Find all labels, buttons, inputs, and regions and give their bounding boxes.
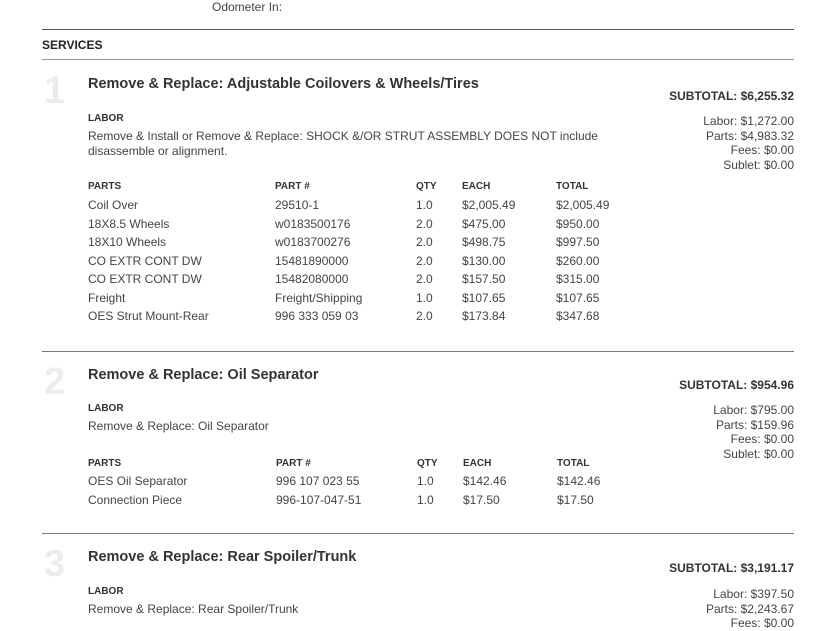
table-row <box>0 493 840 511</box>
part-number: Freight/Shipping <box>275 290 363 305</box>
part-total: $17.50 <box>557 492 594 507</box>
part-each: $475.00 <box>462 216 506 231</box>
part-total: $347.68 <box>556 309 600 323</box>
part-name: OES Strut Mount-Rear <box>88 309 209 323</box>
part-total: $997.50 <box>556 235 600 249</box>
part-name: 18X10 Wheels <box>88 235 167 249</box>
part-number: 996 107 023 55 <box>276 474 360 488</box>
part-each: $498.75 <box>462 235 506 249</box>
table-row <box>0 198 840 216</box>
cost-breakdown <box>706 587 794 631</box>
labor-cost: Labor: $1,272.00 <box>703 114 794 128</box>
part-total: $950.00 <box>556 216 600 231</box>
part-name: 18X8.5 Wheels <box>88 216 170 231</box>
fees-cost: Fees: $0.00 <box>730 432 794 446</box>
parts-col-header: PARTS <box>88 458 122 469</box>
part-name: Connection Piece <box>88 492 183 507</box>
part-number: w0183700276 <box>275 235 351 249</box>
labor-heading: LABOR <box>88 403 124 414</box>
part-number: 996-107-047-51 <box>276 492 362 507</box>
service-subtotal: SUBTOTAL: $954.96 <box>679 378 794 392</box>
sublet-cost: Sublet: $0.00 <box>723 446 794 461</box>
part-total: $2,005.49 <box>556 198 610 212</box>
labor-description: Remove & Install or Remove & Replace: SHOCK &/OR STRUT ASSEMBLY DOES NOT include disassemble or alignment. <box>88 129 598 158</box>
cost-breakdown <box>703 114 794 172</box>
qty-col-header: QTY <box>416 181 437 192</box>
part-qty: 2.0 <box>416 272 433 286</box>
each-col-header: EACH <box>463 458 492 469</box>
part-qty: 2.0 <box>416 235 433 249</box>
total-col-header: TOTAL <box>556 181 589 192</box>
part-name: Coil Over <box>88 198 139 212</box>
part-number: w0183500176 <box>275 216 351 231</box>
part-qty: 2.0 <box>416 253 433 268</box>
sublet-cost: Sublet: $0.00 <box>723 157 794 172</box>
services-divider <box>42 59 794 60</box>
fees-cost: Fees: $0.00 <box>730 143 794 157</box>
service-divider <box>42 351 794 352</box>
service-number: 2 <box>44 361 66 403</box>
service-divider <box>42 533 794 534</box>
service-subtotal: SUBTOTAL: $6,255.32 <box>669 89 794 103</box>
table-row <box>0 272 840 290</box>
labor-heading: LABOR <box>88 113 124 124</box>
part-qty: 1.0 <box>417 474 434 488</box>
labor-cost: Labor: $795.00 <box>713 403 794 417</box>
part-qty: 1.0 <box>416 290 433 305</box>
labor-cost: Labor: $397.50 <box>713 587 794 601</box>
fees-cost: Fees: $0.00 <box>730 616 794 630</box>
qty-col-header: QTY <box>417 458 438 469</box>
service-title: Remove & Replace: Adjustable Coilovers & Wheels/Tires <box>88 76 479 92</box>
part-qty: 2.0 <box>416 309 433 323</box>
part-total: $107.65 <box>556 290 600 305</box>
part-number: 996 333 059 03 <box>275 309 359 323</box>
parts-cost: Parts: $4,983.32 <box>705 128 794 143</box>
part-each: $17.50 <box>463 492 500 507</box>
part-each: $2,005.49 <box>462 198 516 212</box>
part-each: $157.50 <box>462 272 506 286</box>
part-name: Freight <box>88 290 126 305</box>
table-row <box>0 235 840 253</box>
table-row <box>0 291 840 309</box>
part-total: $260.00 <box>556 253 600 268</box>
services-heading: SERVICES <box>42 38 103 52</box>
parts-col-header: PARTS <box>88 181 122 192</box>
part-each: $130.00 <box>462 253 506 268</box>
part-name: OES Oil Separator <box>88 474 188 488</box>
cost-breakdown <box>713 403 794 461</box>
part-qty: 2.0 <box>416 216 433 231</box>
service-title: Remove & Replace: Oil Separator <box>88 367 319 383</box>
service-number: 1 <box>44 70 66 112</box>
part-number: 29510-1 <box>275 198 320 212</box>
part-number: 15482080000 <box>275 272 349 286</box>
part-number: 15481890000 <box>275 253 349 268</box>
labor-description: Remove & Replace: Rear Spoiler/Trunk <box>88 602 299 616</box>
odometer-label: Odometer In: <box>212 0 283 14</box>
table-row <box>0 254 840 272</box>
part-total: $315.00 <box>556 272 600 286</box>
part-each: $107.65 <box>462 290 506 305</box>
part-qty: 1.0 <box>417 492 434 507</box>
top-divider <box>42 29 794 30</box>
service-title: Remove & Replace: Rear Spoiler/Trunk <box>88 549 357 565</box>
service-number: 3 <box>44 543 66 585</box>
partnum-col-header: PART # <box>276 458 311 469</box>
part-name: CO EXTR CONT DW <box>88 272 202 286</box>
each-col-header: EACH <box>462 181 491 192</box>
total-col-header: TOTAL <box>557 458 590 469</box>
part-each: $173.84 <box>462 309 506 323</box>
parts-cost: Parts: $159.96 <box>715 417 794 432</box>
labor-description: Remove & Replace: Oil Separator <box>88 419 269 433</box>
part-each: $142.46 <box>463 474 507 488</box>
service-subtotal: SUBTOTAL: $3,191.17 <box>669 561 794 575</box>
part-qty: 1.0 <box>416 198 433 212</box>
table-row <box>0 217 840 235</box>
part-total: $142.46 <box>557 474 601 488</box>
part-name: CO EXTR CONT DW <box>88 253 202 268</box>
table-row <box>0 474 840 492</box>
labor-heading: LABOR <box>88 586 124 597</box>
partnum-col-header: PART # <box>275 181 310 192</box>
table-row <box>0 309 840 327</box>
parts-cost: Parts: $2,243.67 <box>705 601 794 616</box>
